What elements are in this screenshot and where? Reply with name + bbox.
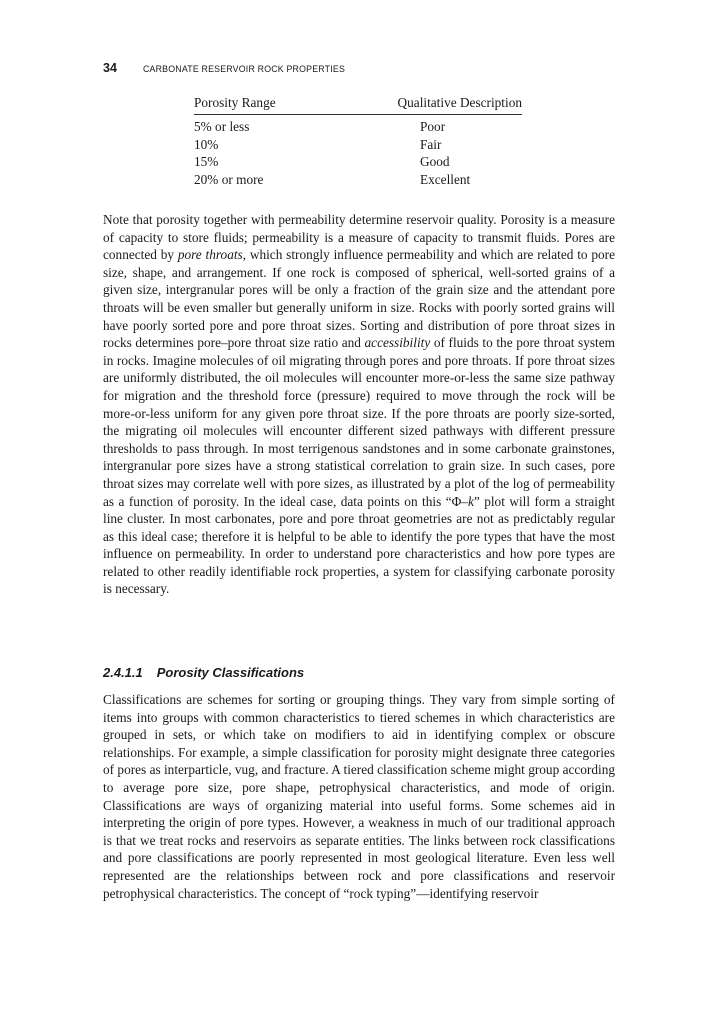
table-row bbox=[194, 136, 522, 153]
table-cell-range: 10% bbox=[194, 136, 219, 152]
section-title: Porosity Classifications bbox=[156, 665, 305, 680]
table-cell-range: 15% bbox=[194, 154, 219, 170]
table-header-description: Qualitative Description bbox=[397, 95, 522, 110]
table-header bbox=[194, 94, 522, 115]
table-row bbox=[194, 153, 522, 170]
emphasis-pore-throats: pore throats bbox=[177, 247, 243, 263]
paragraph-2-text: Classifications are schemes for sorting or grouping things. They vary from simple sorting of items into groups with common characteristics to tiered schemes in which characteristics are grouped in sets, or which take on modifiers to aid in identifying complex or obscure relationships. For example, a simple classification for porosity might designate three categories of pores as interparticle, vug, and fracture. A tiered classification scheme might group according to average pore size, pore shape, petrophysical characteristics, and mode of origin. Classifications are ways of organizing material into useful forms. Some schemes aid in interpreting the origin of pore types. However, a weakness in much of our traditional approach is that we treat rocks and reservoirs as separate entities. The links between rock classifications and pore classifications are poorly represented in most geological literature. Even less well represented are the relationships between rock and pore classifications and reservoir petrophysical characteristics. The concept of “rock typing”—identifying reservoir bbox=[103, 692, 615, 901]
table-header-range: Porosity Range bbox=[194, 95, 276, 110]
table-cell-description: Good bbox=[420, 154, 450, 170]
section-number: 2.4.1.1 bbox=[103, 665, 143, 680]
body-paragraph-2 bbox=[103, 691, 615, 902]
text-run: Note that porosity together with permeability determine reservoir quality. Porosity is a measure of capacity to store fluids; permeability is a measure of capacity to transmit fluids. Pores are connected by bbox=[103, 212, 615, 263]
body-paragraph-1 bbox=[103, 211, 615, 598]
table-row bbox=[194, 118, 522, 135]
table-cell-range: 20% or more bbox=[194, 171, 264, 187]
table-cell-description: Fair bbox=[420, 136, 442, 152]
emphasis-accessibility: accessibility bbox=[364, 335, 431, 351]
table-row bbox=[194, 171, 522, 188]
running-title: CARBONATE RESERVOIR ROCK PROPERTIES bbox=[143, 64, 346, 74]
emphasis-k: k bbox=[467, 493, 474, 509]
text-run: of fluids to the pore throat system in rocks. Imagine molecules of oil migrating through pores and pore throats. If pore throat sizes are uniformly distributed, the oil molecules will encounter more-or-less the same size pathway for migration and the threshold force (pressure) required to move through the rock will be more-or-less uniform for any given pore throat size. If the pore throats are poorly size-sorted, the migrating oil molecules will encounter different sized pathways with different pressure thresholds to pass through. In most terrigenous sandstones and in some carbonate grainstones, intergranular pore sizes have a strong statistical correlation to grain size. In such cases, pore throat sizes may correlate well with pore sizes, as illustrated by a plot of the log of permeability as a function of porosity. In the ideal case, data points on this “Φ– bbox=[103, 335, 615, 509]
text-run: ” plot will form a straight line cluster. In most carbonates, pore and pore throat geometries are not as predictably regular as this ideal case; therefore it is helpful to be able to identify the pore types that have the most influence on permeability. In order to understand pore characteristics and how pore types are related to other readily identifiable rock properties, a system for classifying carbonate porosity is necessary. bbox=[103, 493, 615, 597]
page-number: 34 bbox=[103, 61, 117, 75]
table-cell-description: Excellent bbox=[420, 171, 471, 187]
table-cell-description: Poor bbox=[420, 119, 446, 135]
porosity-table bbox=[194, 94, 522, 188]
section-heading bbox=[103, 665, 304, 680]
table-cell-range: 5% or less bbox=[194, 119, 250, 135]
running-head bbox=[103, 61, 623, 75]
text-run: , which strongly influence permeability and which are related to pore size, shape, and arrangement. If one rock is composed of spherical, well-sorted grains of a given size, intergranular pores will be only a fraction of the grain size and the attendant pore throats will be even smaller but generally uniform in size. Rocks with poorly sorted grains will have poorly sorted pore and pore throat sizes. Sorting and distribution of pore throat sizes in rocks determines pore–pore throat size ratio and bbox=[103, 247, 615, 351]
